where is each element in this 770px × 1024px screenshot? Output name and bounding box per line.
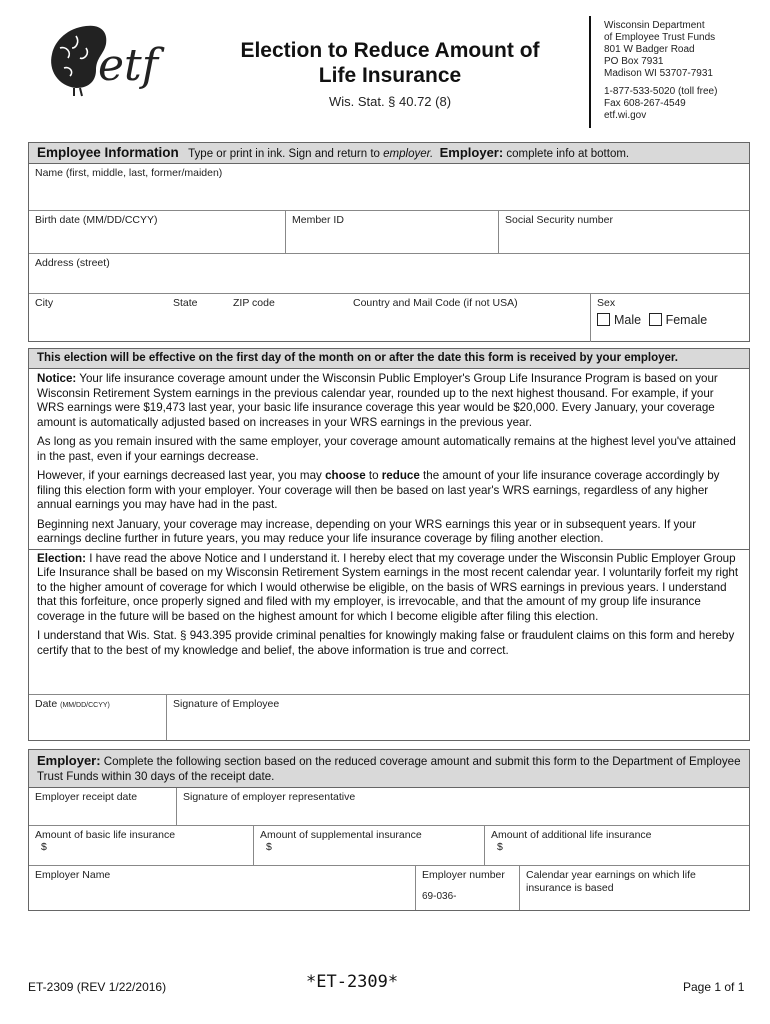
form-title-line1: Election to Reduce Amount of	[240, 39, 540, 62]
sex-field	[590, 294, 749, 342]
employee-instructions-end: complete info at bottom.	[503, 148, 630, 160]
notice-to: to	[365, 469, 382, 482]
notice-paragraph-3	[29, 469, 749, 513]
employer-representative-signature-field[interactable]	[176, 788, 749, 825]
notice-paragraph-1	[29, 372, 749, 430]
female-label: Female	[665, 313, 708, 327]
calendar-year-earnings-field[interactable]	[519, 866, 749, 910]
employer-receipt-date-field[interactable]	[29, 788, 176, 825]
calendar-year-earnings-label: Calendar year earnings on which life insurance is based	[526, 869, 696, 894]
employee-instructions: Type or print in ink. Sign and return to	[188, 148, 384, 160]
notice-text: Your life insurance coverage amount under the Wisconsin Public Employer's Group Life Insurance Program is based on your Wisconsin Retirement System earnings in the previous calendar year, rounded up to the next highest thousand. For example, if your WRS earnings were $19,473 last year, your basic life insurance coverage this year would be $20,000. Every January, your coverage amount is automatically adjusted based on increases in your WRS earnings in the previous year.	[37, 372, 718, 429]
additional-life-amount-label: Amount of additional life insurance	[491, 829, 652, 841]
employee-section-header	[29, 143, 749, 164]
sex-label: Sex	[597, 297, 616, 309]
dollar-sign: $	[497, 841, 503, 853]
form-title-line2: Life Insurance	[318, 64, 462, 87]
address-row	[29, 254, 749, 294]
employee-information-section	[28, 142, 750, 342]
election-divider	[29, 549, 749, 550]
employer-name-label: Employer Name	[35, 869, 111, 881]
employer-number-field[interactable]	[415, 866, 519, 910]
address-line: PO Box 7931	[604, 56, 664, 67]
dollar-sign: $	[41, 841, 47, 853]
address-phone: 1-877-533-5020 (toll free)	[604, 86, 718, 97]
dollar-sign: $	[266, 841, 272, 853]
address-line: Madison WI 53707-7931	[604, 68, 713, 79]
name-row[interactable]	[29, 164, 749, 211]
state-label: State	[173, 297, 198, 309]
name-field[interactable]	[29, 164, 749, 210]
member-id-field[interactable]	[285, 211, 498, 253]
page-number: Page 1 of 1	[683, 980, 745, 994]
date-format: (MM/DD/CCYY)	[60, 702, 110, 709]
address-line: of Employee Trust Funds	[604, 32, 716, 43]
statute-reference: Wis. Stat. § 40.72 (8)	[328, 94, 452, 109]
street-address-field[interactable]	[29, 254, 749, 293]
employee-heading: Employee Information	[37, 145, 179, 160]
employer-name-row	[29, 866, 749, 910]
signature-row	[29, 694, 749, 740]
member-id-label: Member ID	[292, 214, 344, 226]
address-web[interactable]: etf.wi.gov	[604, 110, 647, 121]
employee-instructions-italic: employer.	[383, 148, 434, 160]
employer-name-field[interactable]	[29, 866, 415, 910]
city-row	[29, 294, 749, 342]
notice-p3-text-end: the amount of your life insurance coverage accordingly by filing this election form with your employer. Your coverage will then be based on last year's WRS earnings, regardless of any higher annual earnings you may have had in the past.	[37, 469, 720, 511]
date-field[interactable]	[29, 695, 166, 740]
employer-number-prefix: 69-036-	[422, 891, 457, 902]
header-divider	[589, 16, 591, 128]
etf-logo	[46, 18, 186, 98]
supplemental-amount-field[interactable]	[253, 826, 484, 865]
form-id: ET-2309 (REV 1/22/2016)	[28, 980, 167, 994]
agency-address	[604, 20, 717, 122]
male-checkbox[interactable]	[597, 313, 610, 326]
basic-life-amount-field[interactable]	[29, 826, 253, 865]
additional-life-amount-field[interactable]	[484, 826, 749, 865]
coverage-amounts-row	[29, 826, 749, 866]
city-label: City	[35, 297, 54, 309]
country-field[interactable]	[347, 294, 590, 342]
notice-label: Notice:	[37, 372, 77, 385]
notice-choose: choose	[325, 469, 366, 482]
country-label: Country and Mail Code (if not USA)	[353, 297, 518, 309]
ssn-field[interactable]	[498, 211, 749, 253]
supplemental-amount-label: Amount of supplemental insurance	[260, 829, 422, 841]
title-block	[210, 38, 570, 109]
address-line: Wisconsin Department	[604, 20, 705, 31]
notice-paragraph-4: Beginning next January, your coverage may increase, depending on your WRS earnings this year or in subsequent years. If your earnings decline further in future years, you may reduce your life insurance coverage by filing another election.	[37, 517, 697, 545]
employer-receipt-date-label: Employer receipt date	[35, 791, 138, 803]
ssn-label: Social Security number	[505, 214, 613, 226]
female-checkbox[interactable]	[649, 313, 662, 326]
employee-signature-label: Signature of Employee	[173, 698, 280, 710]
address-line: 801 W Badger Road	[604, 44, 695, 55]
notice-paragraph-2: As long as you remain insured with the same employer, your coverage amount automatically remains at the highest level you've attained in the past, even if your earnings decrease.	[37, 435, 736, 463]
zip-field[interactable]	[227, 294, 347, 342]
election-paragraph-2: I understand that Wis. Stat. § 943.395 provide criminal penalties for knowingly making false or fraudulent claims on this form and hereby certify that to the best of my knowledge and belief, the above information is true and correct.	[37, 629, 735, 657]
employer-instructions: Complete the following section based on the reduced coverage amount and submit this form to the Department of Employee Trust Funds within 30 days of the receipt date.	[37, 755, 741, 783]
birth-date-field[interactable]	[29, 211, 285, 253]
street-address-label: Address (street)	[35, 257, 110, 269]
form-header	[0, 0, 770, 140]
form-barcode-text: *ET-2309*	[306, 972, 399, 992]
basic-life-amount-label: Amount of basic life insurance	[35, 829, 176, 841]
name-label: Name (first, middle, last, former/maiden)	[35, 167, 223, 179]
notice-reduce: reduce	[381, 469, 420, 482]
employee-signature-field[interactable]	[166, 695, 749, 740]
city-field[interactable]	[29, 294, 167, 342]
election-text: I have read the above Notice and I understand it. I hereby elect that my coverage under the Wisconsin Public Employer Group Life Insurance shall be based on my Wisconsin Retirement System earnings in the most recent calendar year. I voluntarily forfeit my right to the higher amount of coverage for which I would otherwise be eligible, on the basis of WRS earnings in previous years. I understand that this forfeiture, once properly signed and filed with my employer, is irrevocable, and that the amount of my group life insurance coverage in the future will be based on the highest amount for which I become eligible after filing this election.	[37, 551, 739, 623]
employer-representative-signature-label: Signature of employer representative	[183, 791, 356, 803]
state-field[interactable]	[167, 294, 227, 342]
employer-heading: Employer:	[37, 753, 101, 768]
logo-text: etf	[98, 40, 159, 91]
effective-date-banner: This election will be effective on the first day of the month on or after the date this form is received by your employer.	[29, 349, 749, 369]
date-label: Date	[35, 698, 58, 710]
id-row	[29, 211, 749, 254]
employer-section	[28, 749, 750, 911]
election-label: Election:	[37, 551, 86, 565]
employer-section-header	[29, 750, 749, 788]
employer-label: Employer:	[439, 145, 504, 160]
employer-number-label: Employer number	[422, 869, 505, 881]
notice-p3-text: However, if your earnings decreased last year, you may	[37, 469, 326, 482]
election-paragraph-1	[29, 552, 749, 625]
address-fax: Fax 608-267-4549	[604, 98, 686, 109]
zip-label: ZIP code	[233, 297, 275, 309]
birth-date-label: Birth date (MM/DD/CCYY)	[35, 214, 158, 226]
notice-election-section	[28, 348, 750, 741]
employer-receipt-row	[29, 788, 749, 826]
male-label: Male	[614, 313, 642, 327]
